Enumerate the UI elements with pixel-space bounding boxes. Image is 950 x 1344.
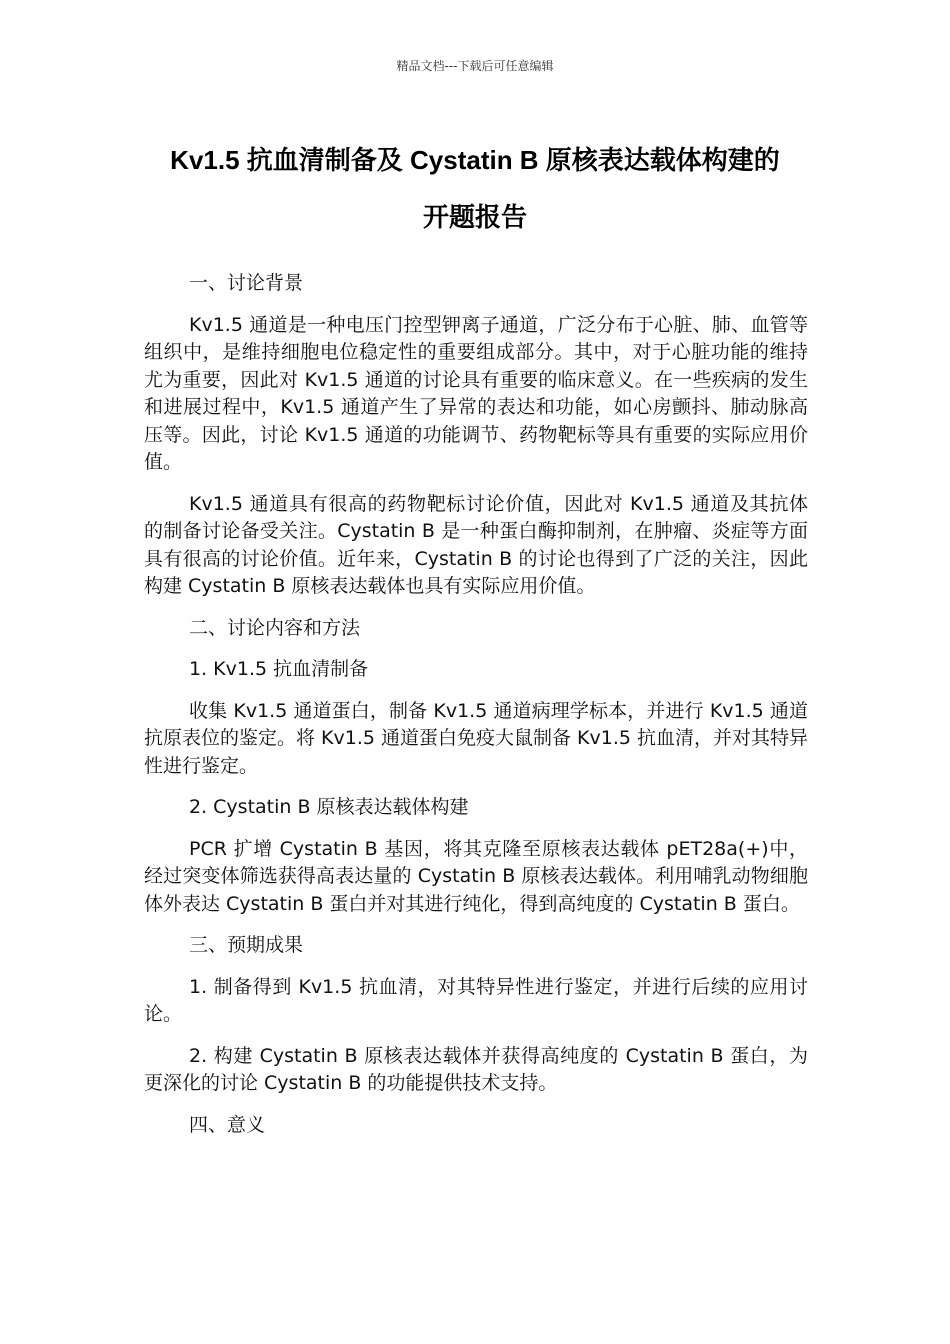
paragraph-vector: PCR 扩增 Cystatin B 基因，将其克隆至原核表达载体 pET28a(+)中，经过突变体筛选获得高表达量的 Cystatin B 原核表达载体。利用哺乳动物细胞体外表达 Cystatin B 蛋白并对其进行纯化，得到高纯度的 Cystatin B 蛋白。 (144, 837, 808, 915)
paragraph-result-1: 1. 制备得到 Kv1.5 抗血清，对其特异性进行鉴定，并进行后续的应用讨论。 (144, 975, 808, 1025)
paragraph-background-2: Kv1.5 通道具有很高的药物靶标讨论价值，因此对 Kv1.5 通道及其抗体的制备讨论备受关注。Cystatin B 是一种蛋白酶抑制剂，在肿瘤、炎症等方面具有很高的讨论价值。近年来，Cystatin B 的讨论也得到了广泛的关注，因此构建 Cystatin B 原核表达载体也具有实际应用价值。 (144, 492, 808, 597)
section-heading-background: 一、讨论背景 (189, 272, 304, 294)
page-header-note: 精品文档---下载后可任意编辑 (396, 59, 554, 73)
paragraph-antiserum: 收集 Kv1.5 通道蛋白，制备 Kv1.5 通道病理学标本，并进行 Kv1.5 通道抗原表位的鉴定。将 Kv1.5 通道蛋白免疫大鼠制备 Kv1.5 抗血清，并对其特异性进行鉴定。 (144, 699, 808, 777)
title-line-1: Kv1.5 抗血清制备及 Cystatin B 原核表达载体构建的 (170, 145, 780, 175)
section-heading-methods: 二、讨论内容和方法 (189, 616, 361, 639)
document-title (100, 132, 850, 246)
subheading-antiserum: 1. Kv1.5 抗血清制备 (189, 658, 369, 680)
document-body (144, 270, 808, 1153)
section-heading-significance: 四、意义 (189, 1113, 266, 1136)
paragraph-result-2: 2. 构建 Cystatin B 原核表达载体并获得高纯度的 Cystatin B 蛋白，为更深化的讨论 Cystatin B 的功能提供技术支持。 (144, 1044, 808, 1094)
title-line-2: 开题报告 (422, 202, 527, 232)
subheading-vector: 2. Cystatin B 原核表达载体构建 (189, 796, 469, 818)
section-heading-results: 三、预期成果 (189, 934, 304, 956)
paragraph-background-1: Kv1.5 通道是一种电压门控型钾离子通道，广泛分布于心脏、肺、血管等组织中，是维持细胞电位稳定性的重要组成部分。其中，对于心脏功能的维持尤为重要，因此对 Kv1.5 通道的讨论具有重要的临床意义。在一些疾病的发生和进展过程中，Kv1.5 通道产生了异常的表达和功能，如心房颤抖、肺动脉高压等。因此，讨论 Kv1.5 通道的功能调节、药物靶标等具有重要的实际应用价值。 (144, 313, 808, 473)
